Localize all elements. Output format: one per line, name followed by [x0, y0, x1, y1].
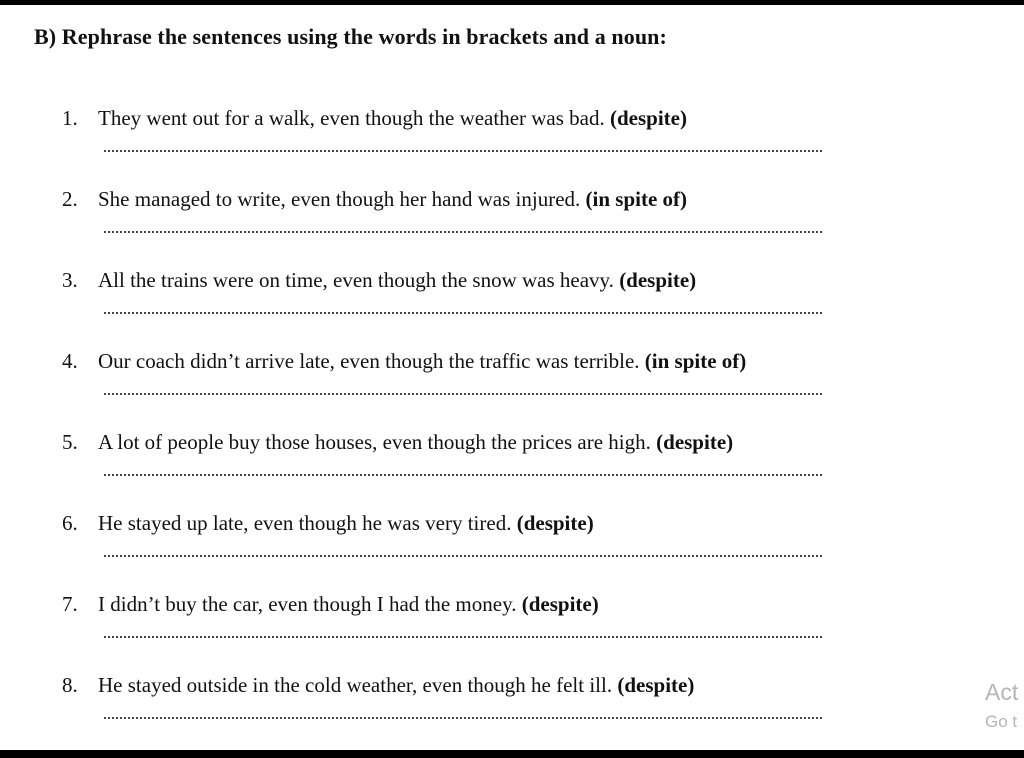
item-number: 6. — [62, 511, 78, 535]
sentence-text: He stayed up late, even though he was very tired. — [98, 511, 512, 535]
answer-line[interactable] — [104, 393, 822, 395]
item-sentence — [98, 187, 687, 212]
bracket-hint: (in spite of) — [585, 187, 688, 211]
bottom-border — [0, 750, 1024, 758]
answer-line[interactable] — [104, 474, 822, 476]
item-number: 8. — [62, 673, 78, 697]
item-sentence — [98, 349, 746, 374]
answer-line[interactable] — [104, 636, 822, 638]
item-number: 1. — [62, 106, 78, 130]
exercise-heading: B) Rephrase the sentences using the words in brackets and a noun: — [34, 24, 667, 49]
bracket-hint: (despite) — [656, 430, 734, 454]
exercise-item-1 — [0, 106, 900, 186]
exercise-item-3 — [0, 268, 900, 348]
activation-watermark-title: Act — [985, 679, 1019, 705]
bracket-hint: (despite) — [617, 673, 695, 697]
item-sentence — [98, 673, 694, 698]
bracket-hint: (despite) — [610, 106, 687, 130]
sentence-text: She managed to write, even though her hand was injured. — [98, 187, 581, 211]
exercise-item-6 — [0, 511, 900, 591]
answer-line[interactable] — [104, 312, 822, 314]
item-sentence — [98, 268, 696, 293]
activation-watermark-subtitle: Go t — [985, 712, 1018, 731]
bracket-hint: (despite) — [516, 511, 594, 535]
item-sentence — [98, 592, 599, 617]
sentence-text: He stayed outside in the cold weather, even though he felt ill. — [98, 673, 613, 697]
item-number: 4. — [62, 349, 78, 373]
item-sentence — [98, 511, 594, 536]
bracket-hint: (despite) — [521, 592, 599, 616]
sentence-text: I didn’t buy the car, even though I had the money. — [98, 592, 517, 616]
answer-line[interactable] — [104, 717, 822, 719]
sentence-text: All the trains were on time, even though the snow was heavy. — [98, 268, 614, 292]
exercise-item-5 — [0, 430, 900, 510]
sentence-text: A lot of people buy those houses, even though the prices are high. — [98, 430, 651, 454]
exercise-item-4 — [0, 349, 900, 429]
item-sentence — [98, 430, 733, 455]
answer-line[interactable] — [104, 150, 822, 152]
sentence-text: They went out for a walk, even though the weather was bad. — [98, 106, 605, 130]
answer-line[interactable] — [104, 231, 822, 233]
answer-line[interactable] — [104, 555, 822, 557]
sentence-text: Our coach didn’t arrive late, even though the traffic was terrible. — [98, 349, 640, 373]
bracket-hint: (in spite of) — [644, 349, 747, 373]
exercise-item-2 — [0, 187, 900, 267]
item-number: 7. — [62, 592, 78, 616]
exercise-item-8 — [0, 673, 900, 753]
exercise-item-7 — [0, 592, 900, 672]
item-number: 2. — [62, 187, 78, 211]
bracket-hint: (despite) — [619, 268, 697, 292]
item-number: 3. — [62, 268, 78, 292]
item-sentence — [98, 106, 687, 131]
item-number: 5. — [62, 430, 78, 454]
